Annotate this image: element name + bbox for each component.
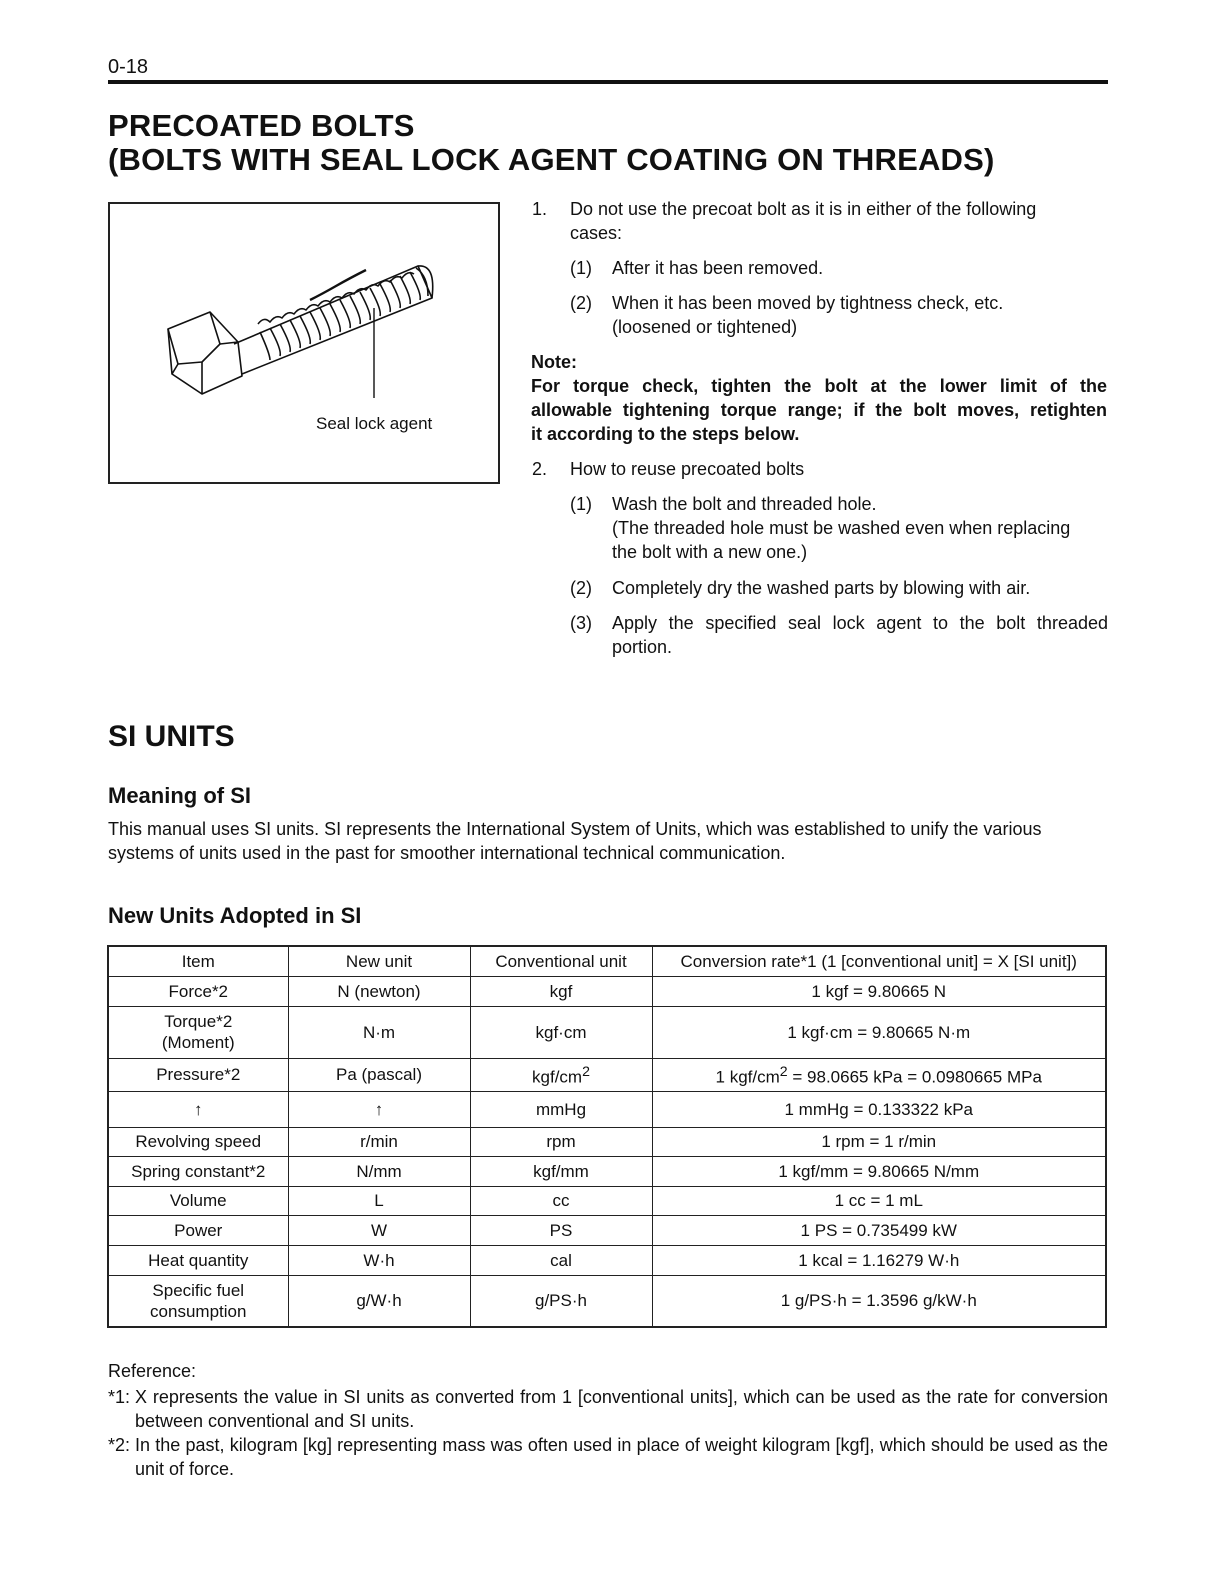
cell-conversion-rate: 1 kgf = 9.80665 N xyxy=(652,976,1106,1006)
step1-sub2-line2: (loosened or tightened) xyxy=(612,317,798,337)
step2-sub1-text xyxy=(612,492,1108,564)
step1-text xyxy=(570,197,1110,245)
cell-conversion-rate: 1 kgf/mm = 9.80665 N/mm xyxy=(652,1156,1106,1186)
step2-sub1-number: (1) xyxy=(570,494,592,514)
rate-post: = 98.0665 kPa = 0.0980665 MPa xyxy=(787,1067,1042,1087)
cell-new-unit: N·m xyxy=(288,1006,470,1058)
cell-conventional-unit: rpm xyxy=(470,1127,652,1156)
rate-pre: 1 kgf/cm xyxy=(715,1067,780,1087)
section-title-line1: PRECOATED BOLTS xyxy=(108,108,415,143)
cell-item-line2: consumption xyxy=(150,1301,247,1321)
header-item: Item xyxy=(108,946,288,976)
step2-sub1-line2: (The threaded hole must be washed even when replacing xyxy=(612,518,1071,538)
table-row xyxy=(108,1058,1106,1091)
header-new-unit: New unit xyxy=(288,946,470,976)
table-header-row xyxy=(108,946,1106,976)
cell-conventional-unit: g/PS·h xyxy=(470,1275,652,1327)
cell-conventional-unit: kgf/mm xyxy=(470,1156,652,1186)
step1-sub1-text: After it has been removed. xyxy=(612,258,824,278)
step1-sub2-text xyxy=(612,291,1003,339)
page-number: 0-18 xyxy=(108,56,149,78)
cell-conventional-unit: kgf xyxy=(470,976,652,1006)
cell-conventional-unit xyxy=(470,1058,652,1091)
conv-unit-sup: 2 xyxy=(582,1063,590,1080)
cell-item: Spring constant*2 xyxy=(108,1156,288,1186)
cell-conversion-rate: 1 kcal = 1.16279 W·h xyxy=(652,1245,1106,1275)
header-conventional-unit: Conventional unit xyxy=(470,946,652,976)
table-row xyxy=(108,1006,1106,1058)
cell-conventional-unit: cal xyxy=(470,1245,652,1275)
step1-text-line2: cases: xyxy=(570,223,623,243)
cell-new-unit: N (newton) xyxy=(288,976,470,1006)
cell-conversion-rate xyxy=(652,1058,1106,1091)
step2-text: How to reuse precoated bolts xyxy=(570,459,805,479)
reference-note-2 xyxy=(108,1433,1108,1481)
note-text xyxy=(531,374,1107,446)
step2-sub2-text: Completely dry the washed parts by blowing with air. xyxy=(612,578,1031,598)
meaning-title: Meaning of SI xyxy=(108,783,251,808)
cell-new-unit: W xyxy=(288,1215,470,1245)
reference-mark: *1: xyxy=(108,1387,131,1407)
step2-sub3-line2: portion. xyxy=(612,637,673,657)
note-line2: allowable tightening torque range; if the bolt moves, retighten xyxy=(531,400,1107,420)
cell-item: Volume xyxy=(108,1186,288,1215)
cell-new-unit: L xyxy=(288,1186,470,1215)
step2-sub3-line1: Apply the specified seal lock agent to the bolt threaded xyxy=(612,613,1108,633)
note-label: Note: xyxy=(531,352,577,372)
table-row xyxy=(108,1215,1106,1245)
cell-item: Pressure*2 xyxy=(108,1058,288,1091)
table-row xyxy=(108,976,1106,1006)
cell-item: Revolving speed xyxy=(108,1127,288,1156)
figure-label: Seal lock agent xyxy=(316,414,433,433)
step1-sub1-number: (1) xyxy=(570,258,592,278)
table-row xyxy=(108,1091,1106,1127)
reference-text: X represents the value in SI units as converted from 1 [conventional units], which can be used as the rate for conversion between conventional and SI units. xyxy=(135,1387,1108,1431)
cell-new-unit: g/W·h xyxy=(288,1275,470,1327)
cell-item: Heat quantity xyxy=(108,1245,288,1275)
cell-new-unit: r/min xyxy=(288,1127,470,1156)
cell-item-ditto-arrow: ↑ xyxy=(108,1091,288,1127)
step2-number: 2. xyxy=(532,459,548,479)
cell-conventional-unit: PS xyxy=(470,1215,652,1245)
header-rule xyxy=(108,80,1108,84)
note-line3: it according to the steps below. xyxy=(531,424,800,444)
conv-unit-base: kgf/cm xyxy=(532,1067,583,1087)
header-conversion-rate: Conversion rate*1 (1 [conventional unit] = X [SI unit]) xyxy=(652,946,1106,976)
table-row xyxy=(108,1156,1106,1186)
cell-item-line1: Specific fuel xyxy=(152,1280,245,1300)
table-row xyxy=(108,1127,1106,1156)
cell-item xyxy=(108,1275,288,1327)
cell-conversion-rate: 1 cc = 1 mL xyxy=(652,1186,1106,1215)
cell-new-unit-ditto-arrow: ↑ xyxy=(288,1091,470,1127)
cell-item-line1: Torque*2 xyxy=(164,1012,233,1031)
rate-sup: 2 xyxy=(779,1063,788,1080)
cell-conversion-rate: 1 PS = 0.735499 kW xyxy=(652,1215,1106,1245)
table-row xyxy=(108,1186,1106,1215)
step2-sub3-text xyxy=(612,611,1108,659)
cell-item: Force*2 xyxy=(108,976,288,1006)
step1-number: 1. xyxy=(532,199,548,219)
cell-item: Power xyxy=(108,1215,288,1245)
step2-sub3-number: (3) xyxy=(570,613,592,633)
note-line1: For torque check, tighten the bolt at the lower limit of the xyxy=(531,376,1107,396)
bolt-illustration xyxy=(110,204,498,482)
step2-sub1-line3: the bolt with a new one.) xyxy=(612,542,808,562)
si-units-title: SI UNITS xyxy=(108,720,235,753)
reference-text: In the past, kilogram [kg] representing mass was often used in place of weight kilogram [kgf], which should be used as the unit of force. xyxy=(135,1435,1108,1479)
si-units-table xyxy=(107,945,1107,1328)
table-row xyxy=(108,1275,1106,1327)
cell-conversion-rate: 1 rpm = 1 r/min xyxy=(652,1127,1106,1156)
reference-mark: *2: xyxy=(108,1435,131,1455)
cell-conversion-rate: 1 mmHg = 0.133322 kPa xyxy=(652,1091,1106,1127)
cell-item-line2: (Moment) xyxy=(161,1033,235,1052)
cell-conversion-rate: 1 kgf·cm = 9.80665 N·m xyxy=(652,1006,1106,1058)
cell-new-unit: N/mm xyxy=(288,1156,470,1186)
cell-conventional-unit: mmHg xyxy=(470,1091,652,1127)
section-title-line2: (BOLTS WITH SEAL LOCK AGENT COATING ON THREADS) xyxy=(108,142,995,177)
cell-new-unit: Pa (pascal) xyxy=(288,1058,470,1091)
bolt-figure xyxy=(108,202,500,484)
units-title: New Units Adopted in SI xyxy=(108,903,362,928)
meaning-text: This manual uses SI units. SI represents the International System of Units, which was established to unify the various systems of units used in the past for smoother international technical communication. xyxy=(108,819,1042,863)
reference-note-1 xyxy=(108,1385,1108,1433)
step1-sub2-line1: When it has been moved by tightness check, etc. xyxy=(612,293,1004,313)
reference-title: Reference: xyxy=(108,1361,197,1381)
cell-conventional-unit: cc xyxy=(470,1186,652,1215)
step1-text-line1: Do not use the precoat bolt as it is in either of the following xyxy=(570,199,1037,219)
table-row xyxy=(108,1245,1106,1275)
step1-sub2-number: (2) xyxy=(570,293,592,313)
cell-new-unit: W·h xyxy=(288,1245,470,1275)
step2-sub1-line1: Wash the bolt and threaded hole. xyxy=(612,494,877,514)
cell-item xyxy=(108,1006,288,1058)
cell-conversion-rate: 1 g/PS·h = 1.3596 g/kW·h xyxy=(652,1275,1106,1327)
step2-sub2-number: (2) xyxy=(570,578,592,598)
cell-conventional-unit: kgf·cm xyxy=(470,1006,652,1058)
